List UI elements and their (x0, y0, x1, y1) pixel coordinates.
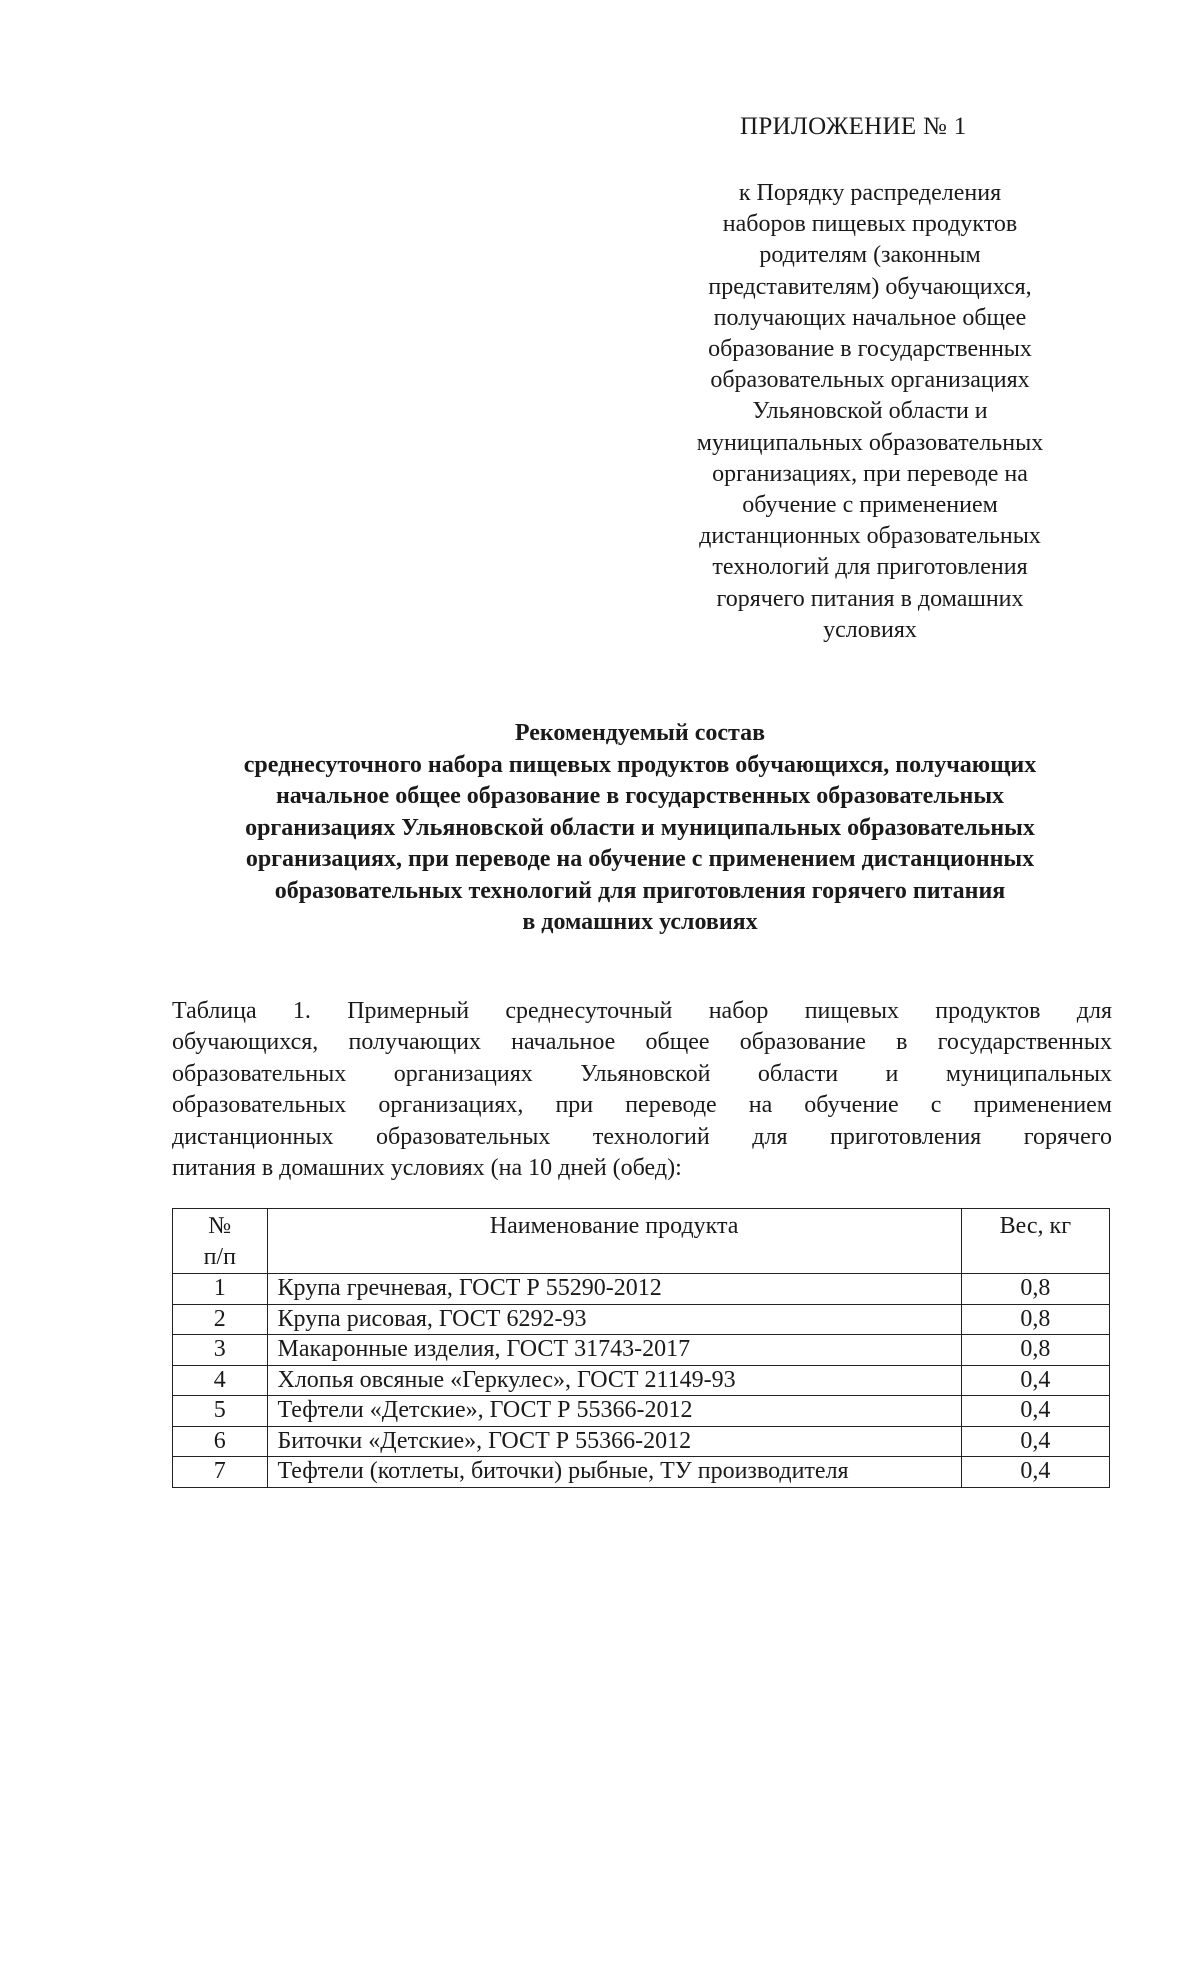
row-weight: 0,4 (961, 1457, 1109, 1488)
appendix-reference-line: представителям) обучающихся, (708, 273, 1032, 300)
header-number (173, 1209, 268, 1274)
table-caption-line: дистанционных образовательных технологий для приготовления горячего (172, 1123, 1112, 1150)
appendix-title: ПРИЛОЖЕНИЕ № 1 (740, 113, 967, 140)
table-caption-line: Таблица 1. Примерный среднесуточный набор пищевых продуктов для (172, 998, 1112, 1024)
table-caption (172, 996, 1112, 1184)
table-row (173, 1457, 1110, 1488)
table-row (173, 1274, 1110, 1305)
header-number-abbr: п/п (203, 1244, 236, 1270)
table-row (173, 1304, 1110, 1335)
row-product-name: Биточки «Детские», ГОСТ Р 55366-2012 (267, 1426, 961, 1457)
appendix-reference-line: Ульяновской области и (752, 398, 988, 425)
appendix-reference-line: к Порядку распределения (738, 180, 1002, 206)
table-header-row (173, 1209, 1110, 1274)
document-title-line: среднесуточного набора пищевых продуктов обучающихся, получающих (243, 751, 1037, 778)
document-title-line: начальное общее образование в государственных образовательных (275, 783, 1005, 809)
row-product-name: Макаронные изделия, ГОСТ 31743-2017 (267, 1335, 961, 1366)
appendix-reference-line: технологий для приготовления (712, 554, 1028, 581)
appendix-reference-line: дистанционных образовательных (699, 523, 1041, 550)
row-product-name: Крупа рисовая, ГОСТ 6292-93 (267, 1304, 961, 1335)
document-title-line: организациях, при переводе на обучение с применением дистанционных (245, 846, 1035, 872)
appendix-reference-line: родителям (законным (759, 242, 981, 269)
row-weight: 0,4 (961, 1365, 1109, 1396)
appendix-reference-line: наборов пищевых продуктов (722, 211, 1018, 238)
appendix-reference-line: условиях (823, 616, 917, 643)
row-product-name: Тефтели «Детские», ГОСТ Р 55366-2012 (267, 1396, 961, 1427)
row-number: 6 (173, 1426, 268, 1457)
row-number: 7 (173, 1457, 268, 1488)
row-product-name: Тефтели (котлеты, биточки) рыбные, ТУ производителя (267, 1457, 961, 1488)
appendix-reference-line: организациях, при переводе на (712, 460, 1028, 487)
products-table (172, 1208, 1110, 1488)
table-caption-line: образовательных организациях, при переводе на обучение с применением (172, 1092, 1112, 1119)
row-weight: 0,4 (961, 1396, 1109, 1427)
document-title-line: образовательных технологий для приготовления горячего питания (274, 877, 1006, 904)
appendix-reference-line: образование в государственных (708, 336, 1032, 363)
table-row (173, 1396, 1110, 1427)
row-number: 1 (173, 1274, 268, 1305)
appendix-reference-line: муниципальных образовательных (696, 429, 1044, 456)
table-row (173, 1426, 1110, 1457)
appendix-reference-line: горячего питания в домашних (716, 585, 1024, 612)
row-product-name: Крупа гречневая, ГОСТ Р 55290-2012 (267, 1274, 961, 1305)
header-weight: Вес, кг (961, 1209, 1109, 1274)
row-number: 2 (173, 1304, 268, 1335)
table-caption-line: обучающихся, получающих начальное общее образование в государственных (172, 1029, 1112, 1056)
table-caption-line: питания в домашних условиях (на 10 дней (обед): (172, 1155, 682, 1182)
document-title-line: в домашних условиях (522, 909, 758, 935)
row-number: 5 (173, 1396, 268, 1427)
row-weight: 0,8 (961, 1304, 1109, 1335)
appendix-reference-line: обучение с применением (742, 492, 998, 519)
row-weight: 0,8 (961, 1274, 1109, 1305)
row-weight: 0,8 (961, 1335, 1109, 1366)
row-number: 4 (173, 1365, 268, 1396)
table-row (173, 1335, 1110, 1366)
document-title-line: организациях Ульяновской области и муниципальных образовательных (245, 814, 1035, 841)
appendix-reference-line: образовательных организациях (710, 367, 1030, 394)
document-title-line: Рекомендуемый состав (514, 720, 766, 746)
appendix-reference (660, 178, 1080, 646)
row-weight: 0,4 (961, 1426, 1109, 1457)
table-caption-line: образовательных организациях Ульяновской области и муниципальных (172, 1060, 1112, 1087)
header-product-name: Наименование продукта (267, 1209, 961, 1274)
document-title (170, 718, 1110, 939)
appendix-reference-line: получающих начальное общее (713, 304, 1027, 331)
header-number-symbol: № (208, 1213, 232, 1239)
row-product-name: Хлопья овсяные «Геркулес», ГОСТ 21149-93 (267, 1365, 961, 1396)
row-number: 3 (173, 1335, 268, 1366)
table-row (173, 1365, 1110, 1396)
